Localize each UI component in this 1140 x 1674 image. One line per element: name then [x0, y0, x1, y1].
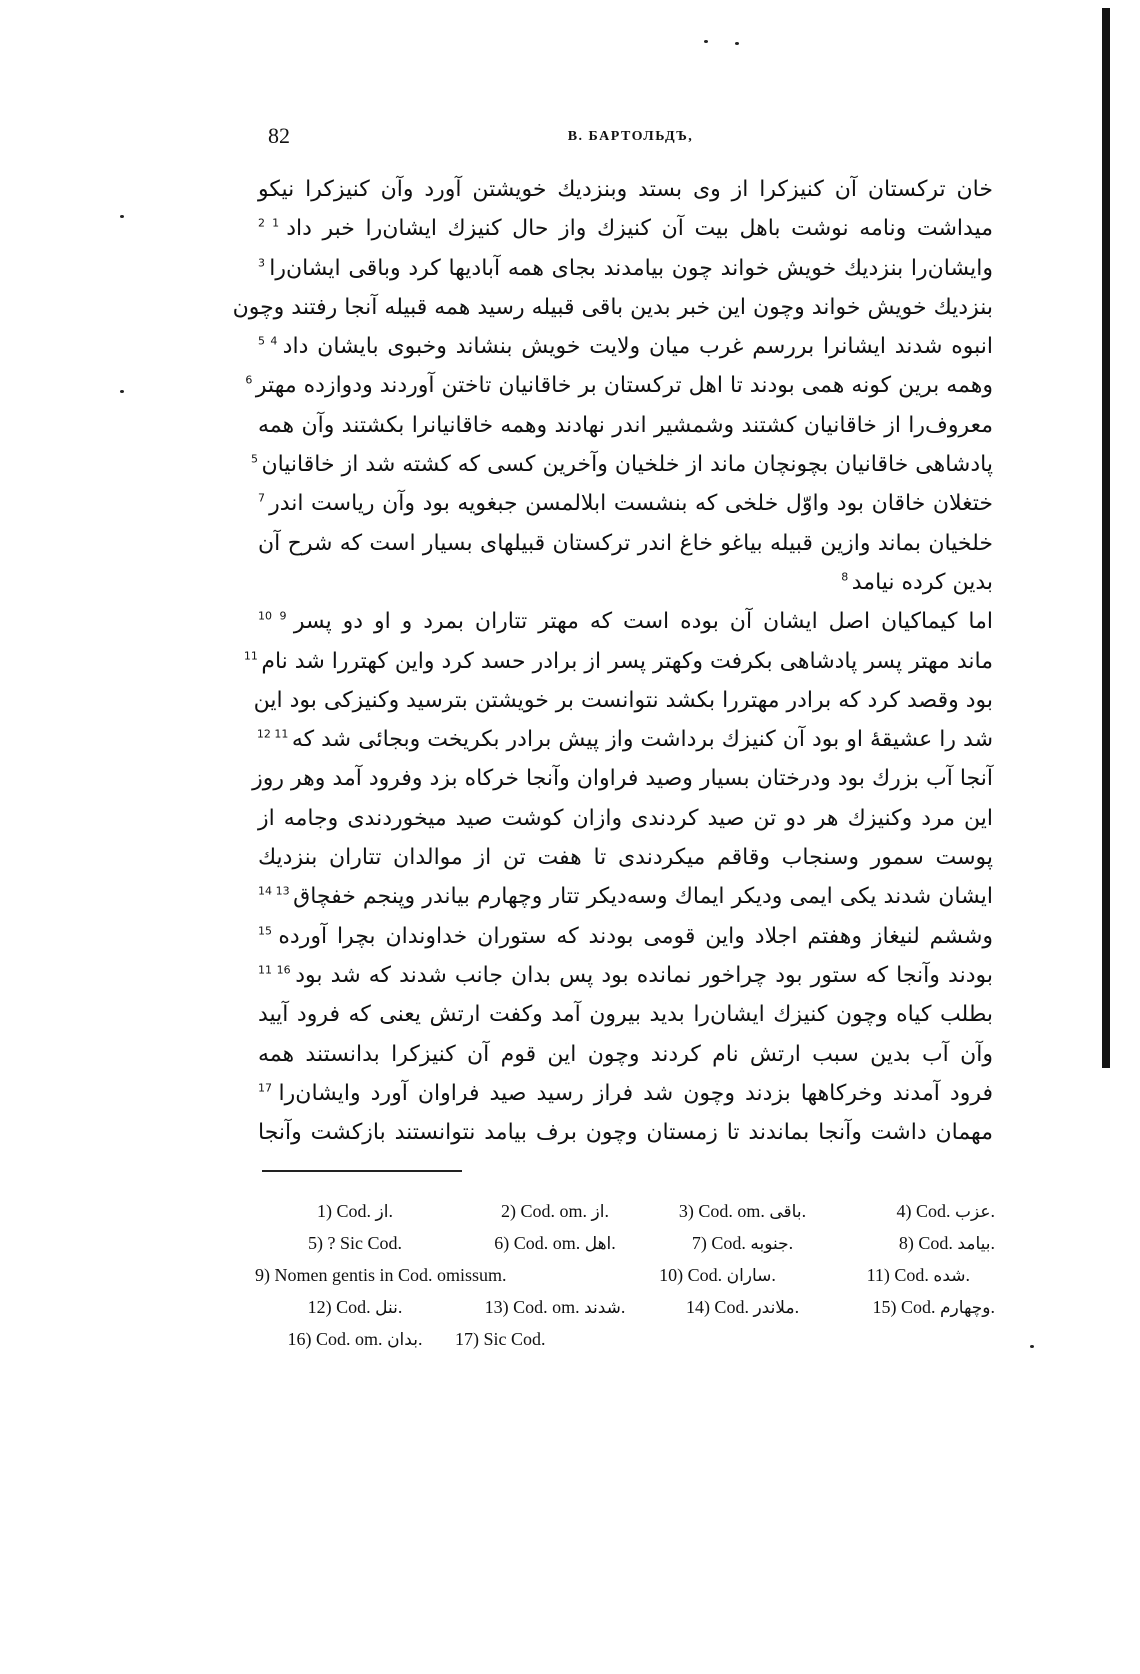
page-number: 82: [268, 123, 290, 148]
text-line: [258, 327, 993, 366]
text-line-content: مهمان داشت وآنجا بماندند تا زمستان وچون برف بیامد نتوانستند بازکشت وآنجا: [258, 1120, 993, 1146]
footnote-arabic: بدان: [387, 1329, 418, 1350]
text-line: [258, 406, 993, 445]
footnote-label: 11) Cod.: [866, 1264, 934, 1285]
footnote-row: [255, 1291, 995, 1323]
footnote-label: 1) Cod.: [317, 1200, 376, 1221]
footnote-ref: 11 12: [256, 727, 292, 741]
text-line-content: وششم لنیغاز وهفتم اجلاد واین قومی بودند که ستوران خداوندان بچرا آورده: [278, 923, 994, 949]
footnote-ref: 3: [258, 256, 270, 270]
text-line: [258, 602, 993, 641]
text-line-content: خان ترکستان آن کنیزکرا از وی بستد وبنزدیك خویشتن آورد وآن کنیزکرا نیکو: [258, 177, 993, 202]
text-line: [245, 366, 993, 405]
text-line: [258, 956, 993, 995]
footnote-ref: 9 10: [258, 609, 294, 623]
text-line-content: پوست سمور وسنجاب وقاقم میکردندی تا هفت تن از موالدان تتاران بنزدیك: [258, 845, 993, 871]
footnote-row: [255, 1195, 995, 1227]
text-line: [258, 170, 993, 209]
text-line-content: وایشان‌را بنزدیك خویش خواند چون بیامدند بجای همه آبادیها کرد وباقی ایشان‌را: [269, 255, 993, 281]
footnote-ref: 1 2: [258, 216, 287, 230]
footnote: 1) Cod. از.: [317, 1200, 393, 1222]
footnote: 12) Cod. ننل.: [307, 1296, 403, 1318]
footnote-label: 12) Cod.: [307, 1296, 376, 1317]
footnote-ref: 5: [250, 452, 262, 466]
footnote-label: 14) Cod.: [685, 1296, 754, 1317]
footnote: [455, 1329, 655, 1350]
text-line: [258, 995, 993, 1034]
footnote-label: 7) Cod.: [691, 1232, 751, 1253]
text-line-content: آنجا آب بزرك بود ودرختان بسیار وصید فراوان وآنجا خرکاه بزد وفرود آمد وهر روز: [252, 766, 993, 792]
text-line-content: وآن آب بدین سبب ارتش نام کردند وچون این قوم آن کنیزکرا بدانستند همه: [258, 1041, 993, 1067]
footnote-label: 15) Cod.: [872, 1296, 941, 1317]
text-line: [258, 209, 993, 248]
text-line-content: ماند مهتر پسر پادشاهی بکرفت وکهتر پسر از برادر حسد کرد واین کهتررا شد نام: [261, 648, 993, 674]
footnote: [255, 1233, 455, 1254]
footnote-label: 17) Sic Cod.: [455, 1328, 546, 1349]
text-line-content: اما کیماکیان اصل ایشان آن بوده است که مهتر تتاران بمرد و او دو پسر: [293, 609, 994, 635]
text-line: [243, 642, 993, 681]
text-line-content: این مرد وکنیزك هر دو تن صید کردندی وازان کوشت صید میخوردندی وجامه از: [258, 805, 993, 831]
text-line-content: میداشت ونامه نوشت باهل بیت آن کنیزك واز حال کنیزك ایشان‌را خبر داد: [286, 216, 994, 242]
footnote-label: 3) Cod. om.: [678, 1200, 770, 1221]
text-line-content: بودند وآنجا که ستور بود چراخور نمانده بود پس بدان جانب شدند که شد بود: [295, 962, 993, 988]
footnote-row: [255, 1227, 995, 1259]
footnote-label: 2) Cod. om.: [501, 1200, 592, 1221]
footnote-arabic: از: [375, 1201, 389, 1222]
footnote: 4) Cod. عزب.: [896, 1200, 995, 1222]
text-line: [258, 1074, 993, 1113]
text-line-content: بطلب کیاه وچون کنیزك ایشان‌را بدید بیرون آمد وکفت ارتش یعنی که فرود آیید: [258, 1002, 993, 1028]
text-line: [258, 1035, 993, 1074]
footnote-label: 5) ? Sic Cod.: [308, 1232, 402, 1253]
footnote: 13) Cod. om. شدند.: [484, 1296, 626, 1318]
scan-speck: [1030, 1345, 1034, 1348]
footnote-arabic: ملاندر: [753, 1297, 795, 1318]
footnote-arabic: عزب: [954, 1201, 991, 1222]
footnote-arabic: بیامد: [957, 1233, 991, 1254]
footnote-label: 9) Nomen gentis in Cod. omissum.: [255, 1264, 507, 1285]
text-line: [252, 759, 993, 798]
footnote-label: 8) Cod.: [898, 1232, 958, 1253]
text-line: [258, 720, 993, 759]
footnote-label: 13) Cod. om.: [484, 1296, 585, 1317]
text-line-content: خلخیان بماند وازین قبیله بیاغو خاغ اندر ترکستان قبیلهای بسیار است که شرح آن: [258, 530, 993, 556]
scan-speck: [735, 42, 739, 45]
footnote: 14) Cod. ملاندر.: [685, 1296, 800, 1318]
text-line-content: ایشان شدند یکی ایمی ودیکر ایماك وسه‌دیکر تتار وچهارم بیاندر وپنجم خفچاق: [293, 884, 993, 910]
text-line: [258, 1113, 993, 1152]
footnote-arabic: از: [591, 1201, 605, 1222]
footnote-label: 16) Cod. om.: [287, 1328, 388, 1349]
footnote-ref: 15: [258, 924, 279, 938]
footnote-ref: 8: [841, 570, 852, 584]
text-line: [258, 484, 993, 523]
text-line: [258, 249, 993, 288]
footnote-ref: 13 14: [258, 885, 294, 899]
persian-text-block: [232, 170, 994, 1152]
text-line: [258, 877, 993, 916]
footnote-ref: 4 5: [258, 334, 283, 348]
scan-edge-bar: [1102, 8, 1110, 1068]
text-line: [258, 524, 993, 563]
footnote-ref: 11: [243, 649, 262, 663]
footnote-arabic: شده: [933, 1265, 966, 1286]
text-line-content: معروف‌را از خاقانیان کشتند وشمشیر اندر نهادند وهمه خاقانیانرا بکشتند وآن همه: [258, 412, 993, 438]
footnote-row: [255, 1259, 995, 1291]
text-line: [253, 681, 993, 720]
footnote-arabic: ننل: [375, 1297, 398, 1318]
footnote-ref: 17: [258, 1081, 279, 1095]
footnote-arabic: وچهارم: [940, 1297, 991, 1318]
footnote-arabic: شدند: [584, 1297, 621, 1318]
page-header: [268, 123, 993, 153]
footnote-label: 6) Cod. om.: [494, 1232, 585, 1253]
footnote: 7) Cod. جنوبه.: [691, 1232, 794, 1254]
scan-speck: [704, 40, 708, 43]
footnote: 11) Cod. شده.: [866, 1264, 970, 1286]
footnote: 2) Cod. om. از.: [501, 1200, 609, 1222]
footnote: 6) Cod. om. اهل.: [494, 1232, 616, 1254]
footnote: 16) Cod. om. بدان.: [287, 1328, 423, 1350]
footnote: 10) Cod. ساران.: [659, 1264, 776, 1286]
text-line-content: بنزدیك خویش خواند وچون این خبر بدین باقی قبیله رسید همه قبیله آنجا رفتند وچون: [232, 294, 993, 320]
footnote-arabic: جنوبه: [750, 1233, 789, 1254]
footnote-arabic: اهل: [584, 1233, 612, 1254]
footnote-arabic: باقی: [769, 1201, 802, 1222]
text-line: [232, 288, 993, 327]
text-line: [258, 838, 993, 877]
text-line: [258, 917, 993, 956]
text-line: [258, 799, 993, 838]
scan-speck: [120, 215, 124, 218]
text-line-content: پادشاهی خاقانیان بچونچان ماند از خلخیان وآخرین کسی که کشته شد از خاقانیان: [261, 452, 993, 478]
text-line-content: شد را عشیقهٔ او بود آن کنیزك برداشت واز پیش برادر بکریخت وبجائی شد که: [291, 727, 993, 753]
footnote-ref: 6: [245, 374, 256, 388]
text-line-content: بود وقصد کرد که برادر مهتررا بکشد نتوانست بر خویشتن بترسید وکنیزکی بود این: [253, 687, 993, 713]
footnotes: [255, 1195, 995, 1355]
text-line-content: انبوه شدند ایشانرا بررسم غرب میان ولایت خویش بنشاند وخبوی بایشان داد: [282, 334, 993, 360]
footnote: 3) Cod. om. باقی.: [678, 1200, 807, 1222]
text-line: [250, 445, 993, 484]
footnote-ref: 7: [258, 492, 270, 506]
text-line: [258, 563, 993, 602]
text-line-content: وهمه برین کونه همی بودند تا اهل ترکستان بر خاقانیان تاختن آوردند ودوازده مهتر: [255, 373, 993, 399]
footnote: 15) Cod. وچهارم.: [872, 1296, 995, 1318]
footnote-label: 10) Cod.: [659, 1264, 727, 1285]
text-line-content: ختغلان خاقان بود واوّل خلخی که بنشست ابلالمسن جبغویه بود وآن ریاست اندر: [269, 491, 994, 517]
text-line-content: فرود آمدند وخرکاهها بزدند وچون شد فراز رسید صید فراوان آورد وایشان‌را: [278, 1080, 993, 1106]
footnote: 8) Cod. بیامد.: [898, 1232, 995, 1254]
footnote: [255, 1265, 630, 1286]
footnote-ref: 16 11: [258, 963, 296, 977]
footnote-arabic: ساران: [726, 1265, 772, 1286]
footnote-row: [255, 1323, 995, 1355]
footnote-divider: [262, 1170, 462, 1172]
footnote-label: 4) Cod.: [896, 1200, 955, 1221]
running-head: В. БАРТОЛЬДЪ,: [567, 129, 694, 144]
scan-speck: [120, 390, 124, 393]
text-line-content: بدین کرده نیامد: [851, 569, 993, 595]
